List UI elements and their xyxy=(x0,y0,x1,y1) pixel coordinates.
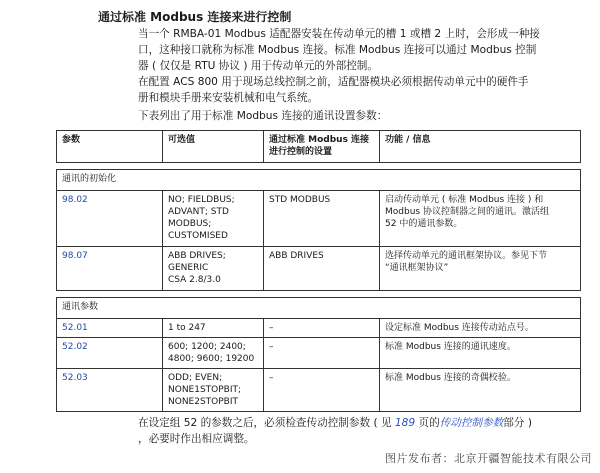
param-values xyxy=(163,191,264,247)
section-row-init xyxy=(57,170,581,191)
section-title: 通过标准 Modbus 连接来进行控制 xyxy=(98,10,292,24)
info-line: 启动传动单元 ( 标准 Modbus 连接 ) 和 xyxy=(385,195,544,205)
footer-line xyxy=(138,415,532,431)
section-row-comm xyxy=(57,298,581,319)
value-line: CSA 2.8/3.0 xyxy=(168,275,221,285)
param-values xyxy=(163,338,264,369)
info-line: Modbus 协议控制器之间的通讯。激活组 xyxy=(385,207,549,217)
header-setting-line: 进行控制的设置 xyxy=(269,147,333,157)
param-info xyxy=(380,247,581,291)
param-id-link[interactable]: 52.03 xyxy=(57,369,163,412)
value-line: 4800; 9600; 19200 xyxy=(168,354,255,364)
footer-note xyxy=(138,415,532,447)
param-id-link[interactable]: 52.02 xyxy=(57,338,163,369)
header-setting-line: 通过标准 Modbus 连接 xyxy=(269,135,370,145)
footer-text: 在设定组 52 的参数之后，必须检查传动控制参数 ( 见 xyxy=(138,417,395,429)
value-line: 1 to 247 xyxy=(168,323,206,333)
param-setting: – xyxy=(264,319,380,338)
section-label: 通讯的初始化 xyxy=(57,170,581,191)
intro-line: 口，这种接口就称为标准 Modbus 连接。标准 Modbus 连接可以通过 Modbus 控制 xyxy=(138,44,537,56)
info-line: 选择传动单元的通讯框架协议。参见下节 xyxy=(385,251,548,261)
intro-paragraph xyxy=(138,26,568,74)
value-line: ADVANT; STD xyxy=(168,207,229,217)
value-line: GENERIC xyxy=(168,263,209,273)
param-id-link[interactable]: 98.07 xyxy=(57,247,163,291)
table-intro xyxy=(138,108,568,124)
param-id-link[interactable]: 98.02 xyxy=(57,191,163,247)
param-id-link[interactable]: 52.01 xyxy=(57,319,163,338)
param-info xyxy=(380,338,581,369)
table-row xyxy=(57,191,581,247)
table-row xyxy=(57,338,581,369)
header-info: 功能 / 信息 xyxy=(380,131,581,163)
footer-text: 部分 ) xyxy=(503,417,532,429)
publisher-watermark: 图片发布者：北京开疆智能技术有限公司 xyxy=(385,452,592,465)
param-info xyxy=(380,191,581,247)
value-line: 600; 1200; 2400; xyxy=(168,342,246,352)
value-line: ODD; EVEN; xyxy=(168,373,223,383)
value-line: ABB DRIVES; xyxy=(168,251,226,261)
header-parameter: 参数 xyxy=(57,131,163,163)
page-ref-link[interactable]: 189 xyxy=(394,417,416,429)
header-setting xyxy=(264,131,380,163)
info-line: 设定标准 Modbus 连接传动站点号。 xyxy=(385,323,534,333)
drive-control-params-link[interactable]: 传动控制参数 xyxy=(439,417,504,429)
intro-line: 当一个 RMBA-01 Modbus 适配器安装在传动单元的槽 1 或槽 2 上时，会形成一种接 xyxy=(138,28,540,40)
footer-text: 页的 xyxy=(415,417,440,429)
section-label: 通讯参数 xyxy=(57,298,581,319)
param-info xyxy=(380,319,581,338)
info-line: 52 中的通讯参数。 xyxy=(385,219,463,229)
info-line: 标准 Modbus 连接的奇偶校验。 xyxy=(385,373,516,383)
param-setting: – xyxy=(264,338,380,369)
param-values xyxy=(163,319,264,338)
table-intro-line: 下表列出了用于标准 Modbus 连接的通讯设置参数： xyxy=(138,110,388,122)
value-line: NONE1STOPBIT; xyxy=(168,385,242,395)
value-line: MODBUS; xyxy=(168,219,212,229)
config-line: 在配置 ACS 800 用于现场总线控制之前，适配器模块必须根据传动单元中的硬件手 xyxy=(138,76,529,88)
value-line: CUSTOMISED xyxy=(168,231,228,241)
table-row xyxy=(57,319,581,338)
parameter-table xyxy=(56,130,581,412)
header-values: 可选值 xyxy=(163,131,264,163)
info-line: “通讯框架协议” xyxy=(385,263,449,273)
param-setting: ABB DRIVES xyxy=(264,247,380,291)
footer-line: ，必要时作出相应调整。 xyxy=(138,433,255,445)
param-values xyxy=(163,247,264,291)
config-line: 册和模块手册来安装机械和电气系统。 xyxy=(138,92,319,104)
table-row xyxy=(57,247,581,291)
info-line: 标准 Modbus 连接的通讯速度。 xyxy=(385,342,516,352)
config-paragraph xyxy=(138,74,568,106)
table-row xyxy=(57,369,581,412)
intro-line: 器 ( 仅仅是 RTU 协议 ) 用于传动单元的外部控制。 xyxy=(138,60,378,72)
value-line: NONE2STOPBIT xyxy=(168,397,239,407)
param-values xyxy=(163,369,264,412)
param-info xyxy=(380,369,581,412)
param-setting: STD MODBUS xyxy=(264,191,380,247)
param-setting: – xyxy=(264,369,380,412)
value-line: NO; FIELDBUS; xyxy=(168,195,235,205)
table-header-row xyxy=(57,131,581,163)
